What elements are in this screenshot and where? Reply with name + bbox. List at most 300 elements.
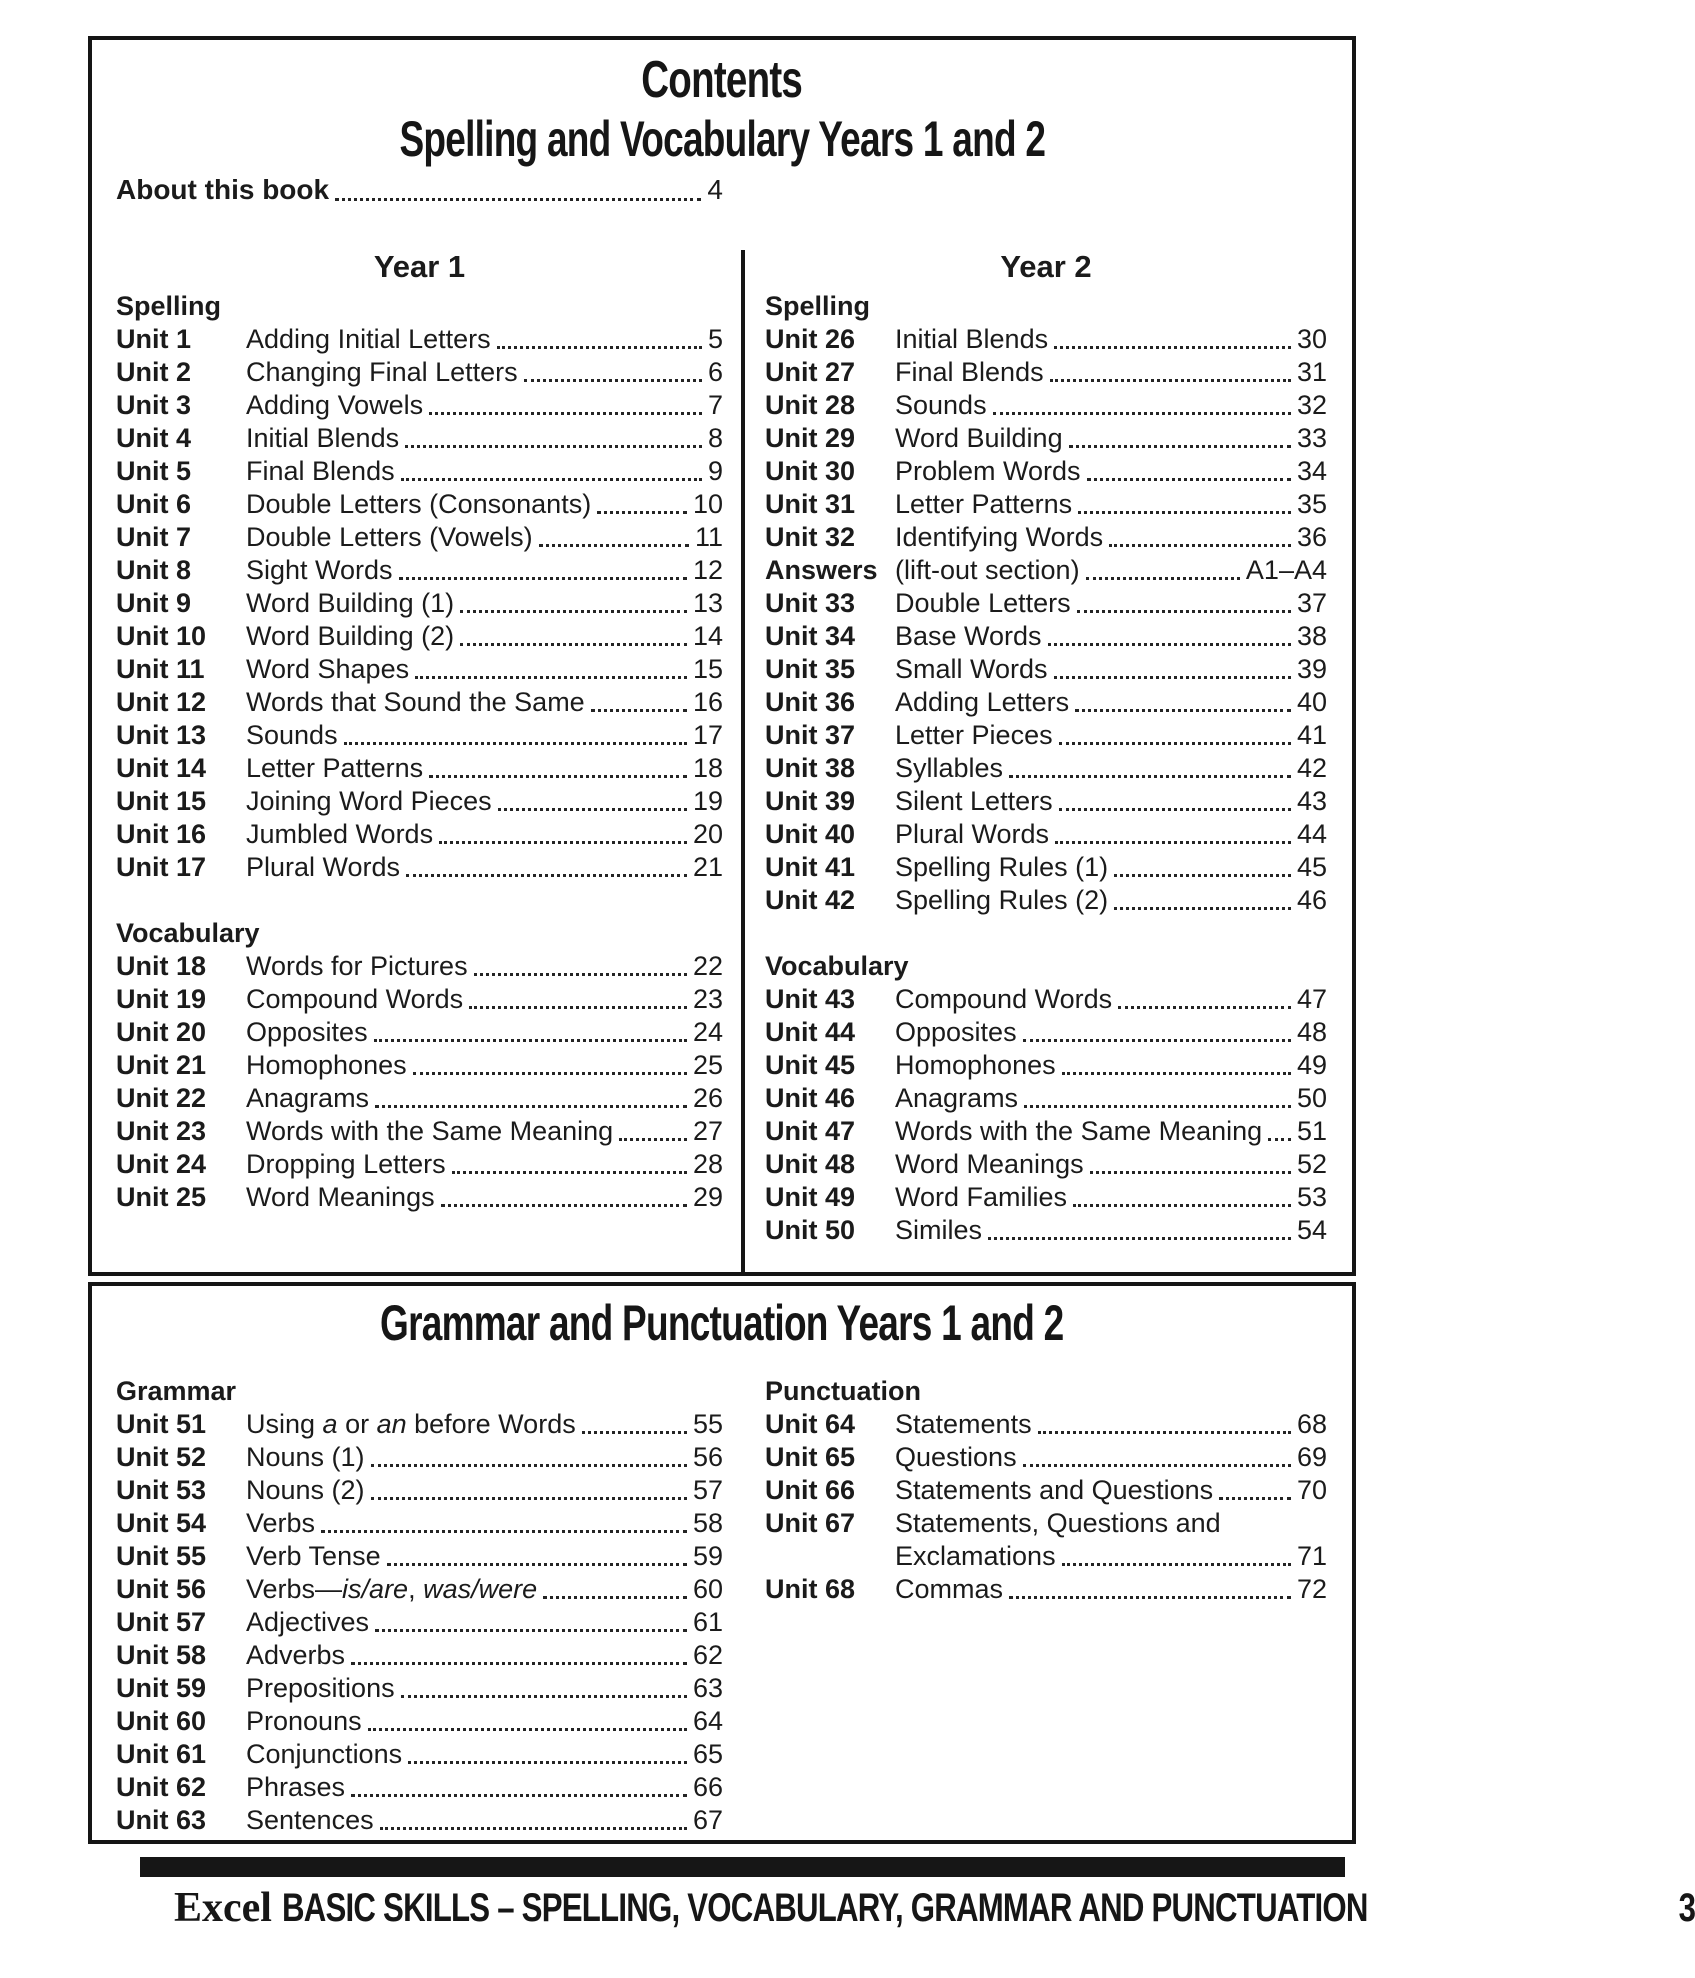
unit-title: Statements, Questions and [895,1508,1221,1538]
unit-title: Base Words [895,621,1042,651]
unit-label: Unit 67 [765,1508,856,1538]
dot-leader [429,412,702,415]
unit-title: Statements [895,1409,1032,1439]
footer-book-title-text: BASIC SKILLS – SPELLING, VOCABULARY, GRAMMAR AND PUNCTUATION [281,1886,1368,1930]
dot-leader [543,1596,687,1599]
toc-row [765,785,1327,818]
page-number: 53 [1296,1182,1327,1212]
unit-title: Similes [895,1215,983,1245]
unit-label: Unit 61 [116,1739,207,1769]
dot-leader [401,478,702,481]
toc-row [765,653,1327,686]
page-number: 72 [1296,1574,1327,1604]
toc-row [765,1573,1327,1606]
footer-series-title [174,1884,1674,1932]
unit-label: Unit 68 [765,1574,856,1604]
dot-leader [498,808,687,811]
unit-title: Syllables [895,753,1004,783]
unit-title: Questions [895,1442,1017,1472]
page-number: 8 [707,423,723,453]
dot-leader [988,1237,1291,1240]
dot-leader [1078,511,1291,514]
toc-row [765,1049,1327,1082]
toc-row [765,1148,1327,1181]
dot-leader [1055,841,1291,844]
unit-label: Unit 26 [765,324,856,354]
toc-row [765,455,1327,488]
toc-row [116,1639,723,1672]
unit-title: Spelling Rules (2) [895,885,1109,915]
contents-title [92,50,1352,110]
page-number: 61 [692,1607,723,1637]
unit-label: Unit 20 [116,1017,207,1047]
unit-title: Anagrams [895,1083,1019,1113]
toc-row [116,851,723,884]
section-title-text: Spelling and Vocabulary Years 1 and 2 [399,111,1045,167]
unit-label: Unit 53 [116,1475,207,1505]
unit-title: Letter Patterns [246,753,424,783]
unit-label: Unit 58 [116,1640,207,1670]
page-number: 27 [692,1116,723,1146]
two-column-layout [116,250,1352,1272]
toc-row [765,818,1327,851]
unit-title: Adding Initial Letters [246,324,491,354]
unit-label: Unit 29 [765,423,856,453]
page-number: 37 [1296,588,1327,618]
unit-label: Unit 15 [116,786,207,816]
unit-label: Unit 31 [765,489,856,519]
unit-label: Unit 6 [116,489,192,519]
page-number: 63 [692,1673,723,1703]
dot-leader [1118,1006,1291,1009]
toc-row [765,323,1327,356]
dot-leader [452,1171,687,1174]
unit-label [765,1540,895,1573]
toc-row [116,1540,723,1573]
toc-row [765,587,1327,620]
unit-title: Plural Words [895,819,1050,849]
unit-title: Word Meanings [895,1149,1084,1179]
unit-title: Changing Final Letters [246,357,518,387]
toc-row [765,851,1327,884]
unit-title: Joining Word Pieces [246,786,492,816]
page-number: 54 [1296,1215,1327,1245]
page-number: 28 [692,1149,723,1179]
unit-title: Letter Patterns [895,489,1073,519]
dot-leader [1009,1596,1291,1599]
toc-row [116,1082,723,1115]
toc-row [765,1441,1327,1474]
group-heading-grammar: Grammar [116,1376,237,1406]
toc-row [116,521,723,554]
year-heading: Year 2 [1000,249,1092,284]
about-label: About this book [116,174,330,205]
toc-row [765,1181,1327,1214]
unit-label: Unit 35 [765,654,856,684]
unit-label: Unit 59 [116,1673,207,1703]
dot-leader [619,1138,687,1141]
unit-title: Words with the Same Meaning [895,1116,1263,1146]
dot-leader [1048,643,1291,646]
dot-leader [380,1827,687,1830]
toc-row [765,488,1327,521]
unit-title: Sounds [246,720,338,750]
dot-leader [351,1662,687,1665]
page-number: 65 [692,1739,723,1769]
dot-leader [1069,445,1291,448]
section-title-grammar-punctuation [92,1294,1352,1352]
page-number: 49 [1296,1050,1327,1080]
page-number: 43 [1296,786,1327,816]
unit-label: Unit 33 [765,588,856,618]
contents-title-text: Contents [641,51,803,109]
toc-row [116,1507,723,1540]
unit-title: Using a or an before Words [246,1409,576,1439]
page-number: 32 [1296,390,1327,420]
unit-label: Unit 34 [765,621,856,651]
toc-row [116,1804,723,1837]
toc-row [116,587,723,620]
unit-label: Unit 2 [116,357,192,387]
page-number: 60 [692,1574,723,1604]
unit-label: Unit 25 [116,1182,207,1212]
column-divider [741,250,745,1272]
unit-title: Dropping Letters [246,1149,446,1179]
page-number: 56 [692,1442,723,1472]
toc-row [116,653,723,686]
page-number: 62 [692,1640,723,1670]
page-number: 66 [692,1772,723,1802]
page-number: 5 [707,324,723,354]
toc-row [116,1148,723,1181]
dot-leader [1024,1105,1291,1108]
unit-label: Unit 5 [116,456,192,486]
unit-title: Spelling Rules (1) [895,852,1109,882]
unit-title: Adding Letters [895,687,1070,717]
section-title-spelling-vocabulary [92,110,1352,168]
toc-row [116,1738,723,1771]
dot-leader [1219,1497,1291,1500]
unit-label: Unit 41 [765,852,856,882]
unit-label: Unit 45 [765,1050,856,1080]
page-number: 22 [692,951,723,981]
unit-title: Double Letters (Vowels) [246,522,533,552]
toc-row [116,1573,723,1606]
toc-row [116,1115,723,1148]
toc-row [765,1115,1327,1148]
unit-label: Unit 16 [116,819,207,849]
dot-leader [1050,379,1291,382]
dot-leader [1090,1171,1291,1174]
section-title-text: Grammar and Punctuation Years 1 and 2 [380,1295,1064,1351]
unit-title: Opposites [246,1017,368,1047]
toc-row [116,488,723,521]
toc-row [116,1441,723,1474]
page-number: 50 [1296,1083,1327,1113]
page-number [1674,1884,1695,1932]
dot-leader [321,1530,687,1533]
unit-title: Opposites [895,1017,1017,1047]
unit-label: Unit 47 [765,1116,856,1146]
dot-leader [1009,775,1291,778]
unit-label: Unit 12 [116,687,207,717]
unit-title: Compound Words [246,984,464,1014]
page-number: 58 [692,1508,723,1538]
page-number: 39 [1296,654,1327,684]
unit-label: Unit 21 [116,1050,207,1080]
unit-label: Unit 17 [116,852,207,882]
dot-leader [429,775,687,778]
unit-label: Unit 54 [116,1508,207,1538]
toc-row [116,1016,723,1049]
unit-label: Unit 38 [765,753,856,783]
page-number: 70 [1296,1475,1327,1505]
dot-leader [1109,544,1291,547]
unit-label: Unit 46 [765,1083,856,1113]
dot-leader [1038,1431,1291,1434]
dot-leader [1087,478,1291,481]
page-number: 35 [1296,489,1327,519]
unit-label: Unit 8 [116,555,192,585]
toc-row [765,1082,1327,1115]
page-number: 26 [692,1083,723,1113]
page-number: 10 [692,489,723,519]
page-number: 69 [1296,1442,1327,1472]
toc-row [116,323,723,356]
toc-row [765,389,1327,422]
unit-label: Unit 36 [765,687,856,717]
group-heading-vocabulary: Vocabulary [116,918,260,948]
dot-leader [1054,676,1291,679]
toc-row [765,1016,1327,1049]
unit-label: Unit 48 [765,1149,856,1179]
unit-title: Double Letters [895,588,1071,618]
unit-title: Statements and Questions [895,1475,1214,1505]
dot-leader [1062,1563,1291,1566]
toc-row [765,1474,1327,1507]
toc-row [116,422,723,455]
unit-label: Unit 39 [765,786,856,816]
dot-leader [1075,709,1291,712]
unit-label: Unit 24 [116,1149,207,1179]
unit-title: Exclamations [895,1541,1056,1571]
unit-title: Words with the Same Meaning [246,1116,614,1146]
unit-label: Unit 9 [116,588,192,618]
unit-label: Unit 22 [116,1083,207,1113]
unit-label: Unit 62 [116,1772,207,1802]
page-number: 9 [707,456,723,486]
unit-label: Unit 43 [765,984,856,1014]
unit-label: Unit 23 [116,1116,207,1146]
toc-row [765,356,1327,389]
dot-leader [415,676,687,679]
dot-leader [1268,1138,1291,1141]
toc-row [116,1705,723,1738]
footer-book-title [282,1884,1674,1932]
dot-leader [1086,577,1240,580]
page-number: 20 [692,819,723,849]
unit-label: Unit 57 [116,1607,207,1637]
unit-title: Letter Pieces [895,720,1053,750]
page-number: 71 [1296,1541,1327,1571]
dot-leader [371,1464,687,1467]
unit-label: Unit 49 [765,1182,856,1212]
unit-label: Unit 4 [116,423,192,453]
unit-title: Word Building (2) [246,621,455,651]
unit-title: Nouns (2) [246,1475,365,1505]
group-heading-vocabulary: Vocabulary [765,951,909,981]
toc-row [116,1672,723,1705]
toc-row [116,1049,723,1082]
toc-row [765,686,1327,719]
page-number: 34 [1296,456,1327,486]
page-number-text: 3 [1678,1886,1695,1930]
dot-leader [1077,610,1291,613]
page-number: 29 [692,1182,723,1212]
unit-title: Homophones [246,1050,407,1080]
dot-leader [368,1728,687,1731]
page-number: 13 [692,588,723,618]
unit-title: Adding Vowels [246,390,424,420]
page-number: 18 [692,753,723,783]
about-row [116,172,723,208]
unit-title: Word Meanings [246,1182,435,1212]
unit-label: Unit 28 [765,390,856,420]
unit-label: Answers [765,555,878,585]
unit-title: Initial Blends [246,423,400,453]
page-number: 51 [1296,1116,1327,1146]
unit-title: Anagrams [246,1083,370,1113]
dot-leader [524,379,702,382]
unit-title: Pronouns [246,1706,362,1736]
punctuation-column [765,1368,1327,1837]
page-number: 47 [1296,984,1327,1014]
dot-leader [399,577,687,580]
unit-title: Silent Letters [895,786,1053,816]
footer-rule-bar [140,1857,1345,1877]
dot-leader [413,1072,687,1075]
page-number: 31 [1296,357,1327,387]
dot-leader [993,412,1291,415]
dot-leader [474,973,687,976]
dot-leader [591,709,687,712]
dot-leader [1023,1039,1291,1042]
toc-row [116,1408,723,1441]
unit-title: Word Building (1) [246,588,455,618]
about-page-number: 4 [707,174,723,205]
unit-title: Initial Blends [895,324,1049,354]
excel-brand-logo: Excel [174,1885,272,1931]
page-number: A1–A4 [1245,555,1327,585]
page-number: 55 [692,1409,723,1439]
dot-leader [1059,742,1291,745]
page-number: 6 [707,357,723,387]
page-number: 15 [692,654,723,684]
unit-title: Plural Words [246,852,401,882]
unit-title: Words that Sound the Same [246,687,585,717]
page-number: 64 [692,1706,723,1736]
unit-title: Words for Pictures [246,951,468,981]
toc-row [116,686,723,719]
page-number: 12 [692,555,723,585]
toc-row [765,521,1327,554]
unit-title: Word Building [895,423,1063,453]
unit-title: Sentences [246,1805,374,1835]
unit-title: Sight Words [246,555,393,585]
unit-label: Unit 3 [116,390,192,420]
page-number: 57 [692,1475,723,1505]
two-column-layout [116,1368,1352,1837]
unit-label: Unit 13 [116,720,207,750]
unit-label: Unit 51 [116,1409,207,1439]
toc-row [116,818,723,851]
unit-title: Adjectives [246,1607,370,1637]
unit-title: Identifying Words [895,522,1104,552]
group-heading-spelling: Spelling [765,291,871,321]
dot-leader [441,1204,687,1207]
unit-label: Unit 52 [116,1442,207,1472]
unit-label: Unit 63 [116,1805,207,1835]
unit-title: Commas [895,1574,1004,1604]
dot-leader [401,1695,687,1698]
unit-label: Unit 50 [765,1215,856,1245]
page-number: 68 [1296,1409,1327,1439]
dot-leader [597,511,687,514]
toc-row [765,884,1327,917]
year-2-column [765,250,1327,1272]
unit-label: Unit 44 [765,1017,856,1047]
toc-row [765,620,1327,653]
footer [140,1884,1695,1932]
toc-row [116,389,723,422]
unit-label: Unit 30 [765,456,856,486]
unit-title: Prepositions [246,1673,395,1703]
page-number: 40 [1296,687,1327,717]
unit-label: Unit 56 [116,1574,207,1604]
toc-row [765,1507,1327,1540]
year-heading: Year 1 [373,249,466,284]
toc-row [765,719,1327,752]
dot-leader [1059,808,1291,811]
page-number: 21 [692,852,723,882]
unit-title: Phrases [246,1772,346,1802]
toc-row [116,983,723,1016]
toc-row [765,983,1327,1016]
unit-title: Adverbs [246,1640,346,1670]
page-number: 33 [1296,423,1327,453]
toc-row [116,1606,723,1639]
toc-row [765,752,1327,785]
page-number: 11 [694,522,723,552]
page-number: 16 [692,687,723,717]
unit-label: Unit 37 [765,720,856,750]
unit-label: Unit 19 [116,984,207,1014]
unit-label: Unit 66 [765,1475,856,1505]
toc-row [116,785,723,818]
unit-label: Unit 10 [116,621,207,651]
grammar-punctuation-section [88,1282,1356,1844]
page-number: 24 [692,1017,723,1047]
dot-leader [460,610,687,613]
unit-title: Word Families [895,1182,1068,1212]
unit-label: Unit 14 [116,753,207,783]
page-number: 45 [1296,852,1327,882]
unit-label: Unit 11 [116,654,205,684]
dot-leader [374,1039,687,1042]
unit-label: Unit 40 [765,819,856,849]
unit-title: Word Shapes [246,654,410,684]
dot-leader [375,1629,687,1632]
